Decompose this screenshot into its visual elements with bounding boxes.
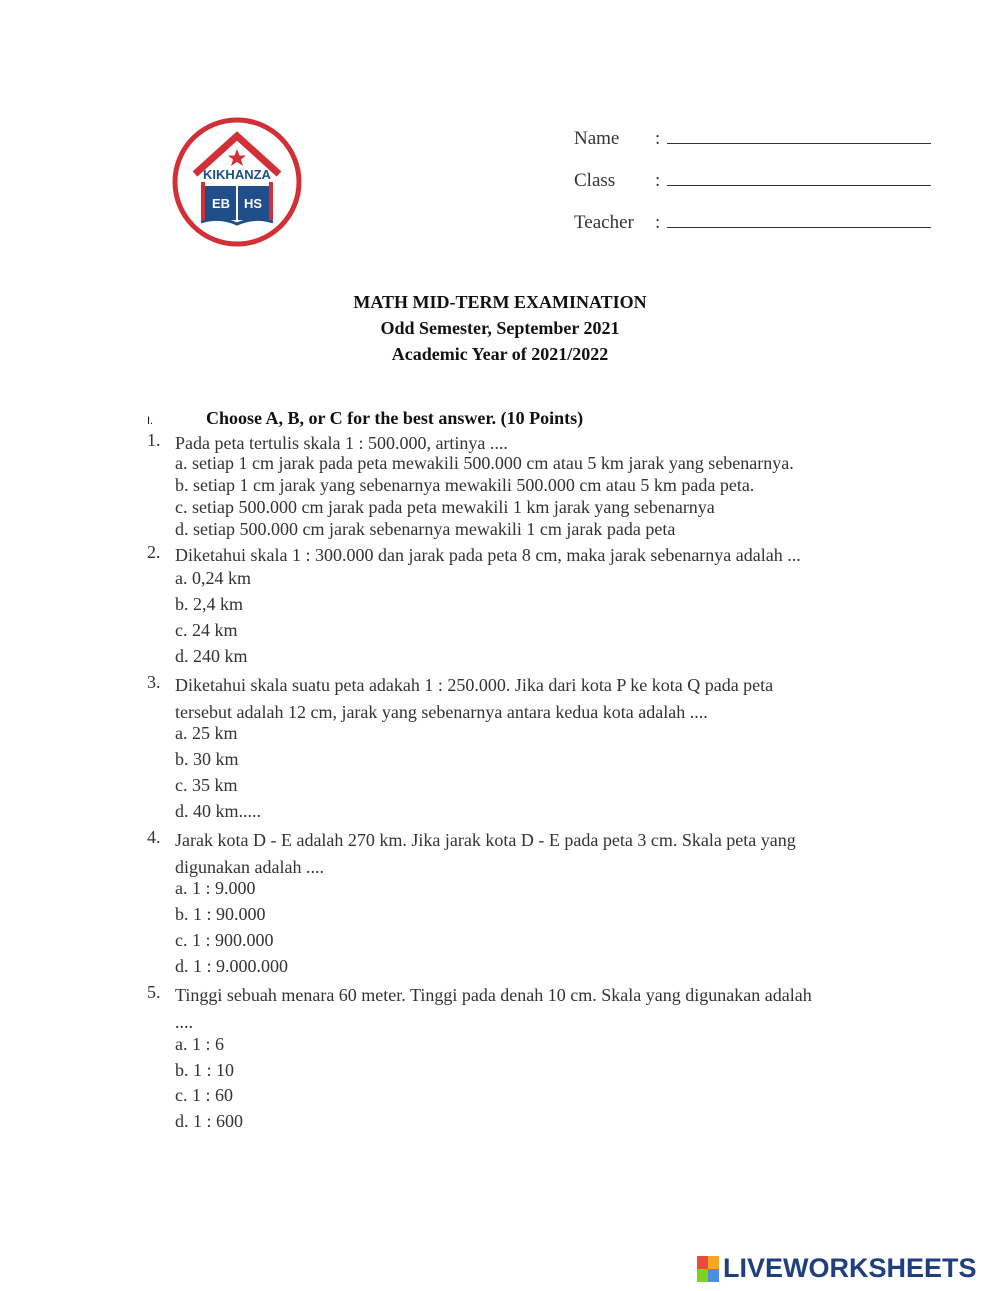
class-input-line[interactable]	[667, 165, 931, 186]
question-text-line-2: ....	[175, 1012, 193, 1032]
question-number: 5.	[147, 982, 161, 1002]
option-2c[interactable]: c. 24 km	[175, 620, 238, 640]
option-4b[interactable]: b. 1 : 90.000	[175, 904, 266, 924]
name-field	[574, 123, 931, 165]
question-text-line-1: Tinggi sebuah menara 60 meter. Tinggi pada denah 10 cm. Skala yang digunakan adalah	[175, 985, 812, 1005]
section-heading	[147, 408, 583, 429]
option-4c[interactable]: c. 1 : 900.000	[175, 930, 274, 950]
liveworksheets-text: LIVEWORKSHEETS	[723, 1253, 977, 1283]
option-3a[interactable]: a. 25 km	[175, 723, 238, 743]
name-colon: :	[655, 128, 661, 149]
section-number: I.	[147, 415, 154, 427]
liveworksheets-brand	[697, 1253, 977, 1284]
option-2a[interactable]: a. 0,24 km	[175, 568, 251, 588]
school-logo	[171, 116, 303, 248]
logo-name-text: KIKHANZA	[203, 167, 271, 182]
option-5a[interactable]: a. 1 : 6	[175, 1034, 224, 1054]
option-3b[interactable]: b. 30 km	[175, 749, 239, 769]
student-info-fields	[574, 123, 931, 249]
logo-left-text: EB	[211, 196, 231, 211]
question-text-line-1: Diketahui skala suatu peta adakah 1 : 250.000. Jika dari kota P ke kota Q pada peta	[175, 675, 774, 695]
question-text: Pada peta tertulis skala 1 : 500.000, artinya ....	[175, 433, 508, 453]
option-3c[interactable]: c. 35 km	[175, 775, 238, 795]
option-2d[interactable]: d. 240 km	[175, 646, 248, 666]
option-1b[interactable]: b. setiap 1 cm jarak yang sebenarnya mewakili 500.000 cm atau 5 km pada peta.	[175, 475, 755, 495]
liveworksheets-icon	[697, 1256, 719, 1282]
question-text-line-1: Jarak kota D - E adalah 270 km. Jika jarak kota D - E pada peta 3 cm. Skala peta yang	[175, 830, 796, 850]
school-logo-graphic	[171, 116, 303, 248]
question-number: 2.	[147, 542, 161, 562]
exam-academic-year: Academic Year of 2021/2022	[391, 344, 609, 364]
icon-cell	[708, 1269, 719, 1282]
exam-title: MATH MID-TERM EXAMINATION	[353, 292, 647, 312]
question-number: 1.	[147, 430, 161, 450]
teacher-input-line[interactable]	[667, 207, 931, 228]
option-3d[interactable]: d. 40 km.....	[175, 801, 262, 821]
option-4d[interactable]: d. 1 : 9.000.000	[175, 956, 289, 976]
logo-book-base	[201, 219, 273, 224]
option-5c[interactable]: c. 1 : 60	[175, 1085, 233, 1105]
option-1d[interactable]: d. setiap 500.000 cm jarak sebenarnya mewakili 1 cm jarak pada peta	[175, 519, 676, 539]
icon-cell	[697, 1256, 708, 1269]
name-label: Name	[574, 128, 620, 149]
logo-right-text: HS	[243, 196, 263, 211]
option-1a[interactable]: a. setiap 1 cm jarak pada peta mewakili 500.000 cm atau 5 km jarak yang sebenarnya.	[175, 453, 794, 473]
teacher-label: Teacher	[574, 212, 634, 233]
exam-header	[0, 289, 1000, 367]
option-4a[interactable]: a. 1 : 9.000	[175, 878, 256, 898]
class-label: Class	[574, 170, 616, 191]
teacher-colon: :	[655, 212, 661, 233]
option-2b[interactable]: b. 2,4 km	[175, 594, 244, 614]
exam-semester: Odd Semester, September 2021	[380, 318, 620, 338]
icon-cell	[697, 1269, 708, 1282]
name-input-line[interactable]	[667, 123, 931, 144]
option-5b[interactable]: b. 1 : 10	[175, 1060, 235, 1080]
section-title: Choose A, B, or C for the best answer. (10 Points)	[206, 408, 584, 428]
question-number: 3.	[147, 672, 161, 692]
logo-star-icon	[228, 149, 246, 166]
class-colon: :	[655, 170, 661, 191]
class-field	[574, 165, 931, 207]
option-1c[interactable]: c. setiap 500.000 cm jarak pada peta mewakili 1 km jarak yang sebenarnya	[175, 497, 715, 517]
icon-cell	[708, 1256, 719, 1269]
question-number: 4.	[147, 827, 161, 847]
option-5d[interactable]: d. 1 : 600	[175, 1111, 244, 1131]
question-text-line-2: digunakan adalah ....	[175, 857, 324, 877]
question-text: Diketahui skala 1 : 300.000 dan jarak pada peta 8 cm, maka jarak sebenarnya adalah ...	[175, 545, 801, 565]
question-text-line-2: tersebut adalah 12 cm, jarak yang sebenarnya antara kedua kota adalah ....	[175, 702, 708, 722]
teacher-field	[574, 207, 931, 249]
